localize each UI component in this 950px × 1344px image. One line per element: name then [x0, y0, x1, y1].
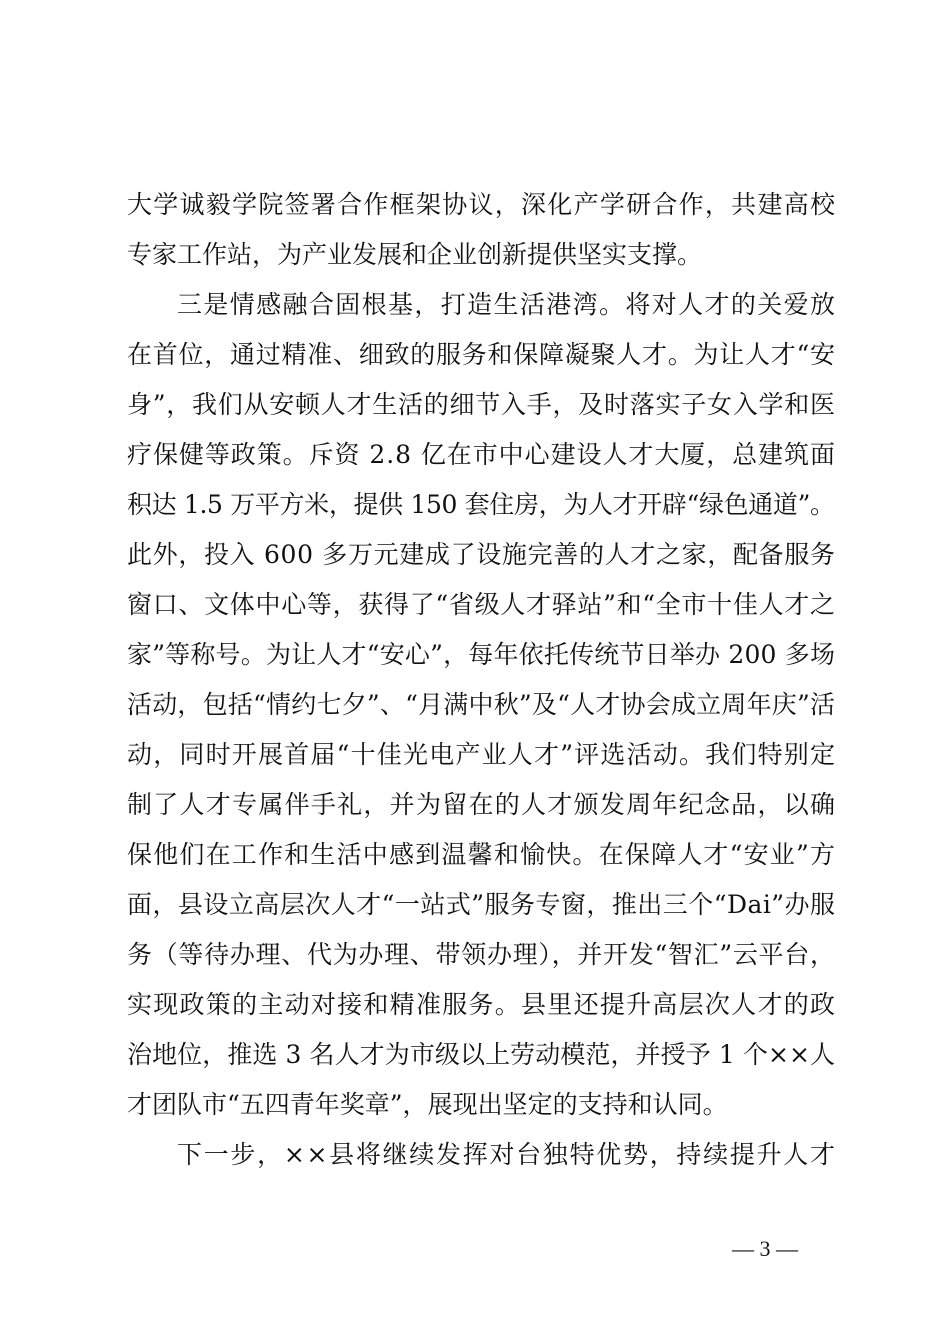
text-line: 三是情感融合固根基，打造生活港湾。将对人才的关爱放	[177, 290, 837, 319]
body-text	[127, 180, 835, 1180]
text-line: 面，县设立高层次人才“一站式”服务专窗，推出三个“Dai”办服	[127, 890, 836, 919]
text-line: 制了人才专属伴手礼，并为留在的人才颁发周年纪念品，以确	[127, 790, 837, 819]
text-line: 窗口、文体中心等，获得了“省级人才驿站”和“全市十佳人才之	[127, 590, 836, 619]
text-line: 大学诚毅学院签署合作框架协议，深化产学研合作，共建高校	[127, 190, 837, 219]
text-line: 此外，投入 600 多万元建成了设施完善的人才之家，配备服务	[127, 540, 836, 569]
page-number: — 3 —	[732, 1236, 798, 1261]
text-line: 动，同时开展首届“十佳光电产业人才”评选活动。我们特别定	[127, 740, 837, 769]
text-line: 活动，包括“情约七夕”、“月满中秋”及“人才协会成立周年庆”活	[127, 690, 836, 719]
text-line: 治地位，推选 3 名人才为市级以上劳动模范，并授予 1 个××人	[127, 1040, 836, 1069]
text-line: 疗保健等政策。斥资 2.8 亿在市中心建设人才大厦，总建筑面	[127, 440, 836, 469]
text-line: 实现政策的主动对接和精准服务。县里还提升高层次人才的政	[127, 990, 837, 1019]
text-line: 在首位，通过精准、细致的服务和保障凝聚人才。为让人才“安	[127, 340, 836, 369]
text-line: 身”，我们从安顿人才生活的细节入手，及时落实子女入学和医	[127, 390, 836, 419]
text-line: 保他们在工作和生活中感到温馨和愉快。在保障人才“安业”方	[127, 840, 837, 869]
text-line: 专家工作站，为产业发展和企业创新提供坚实支撑。	[127, 240, 703, 269]
text-line: 才团队市“五四青年奖章”，展现出坚定的支持和认同。	[127, 1090, 728, 1119]
text-line: 下一步，××县将继续发挥对台独特优势，持续提升人才	[177, 1140, 837, 1169]
text-line: 积达 1.5 万平方米，提供 150 套住房，为人才开辟“绿色通道”。	[127, 490, 835, 519]
text-line: 务（等待办理、代为办理、带领办理），并开发“智汇”云平台，	[127, 940, 836, 969]
text-line: 家”等称号。为让人才“安心”，每年依托传统节日举办 200 多场	[127, 640, 836, 669]
